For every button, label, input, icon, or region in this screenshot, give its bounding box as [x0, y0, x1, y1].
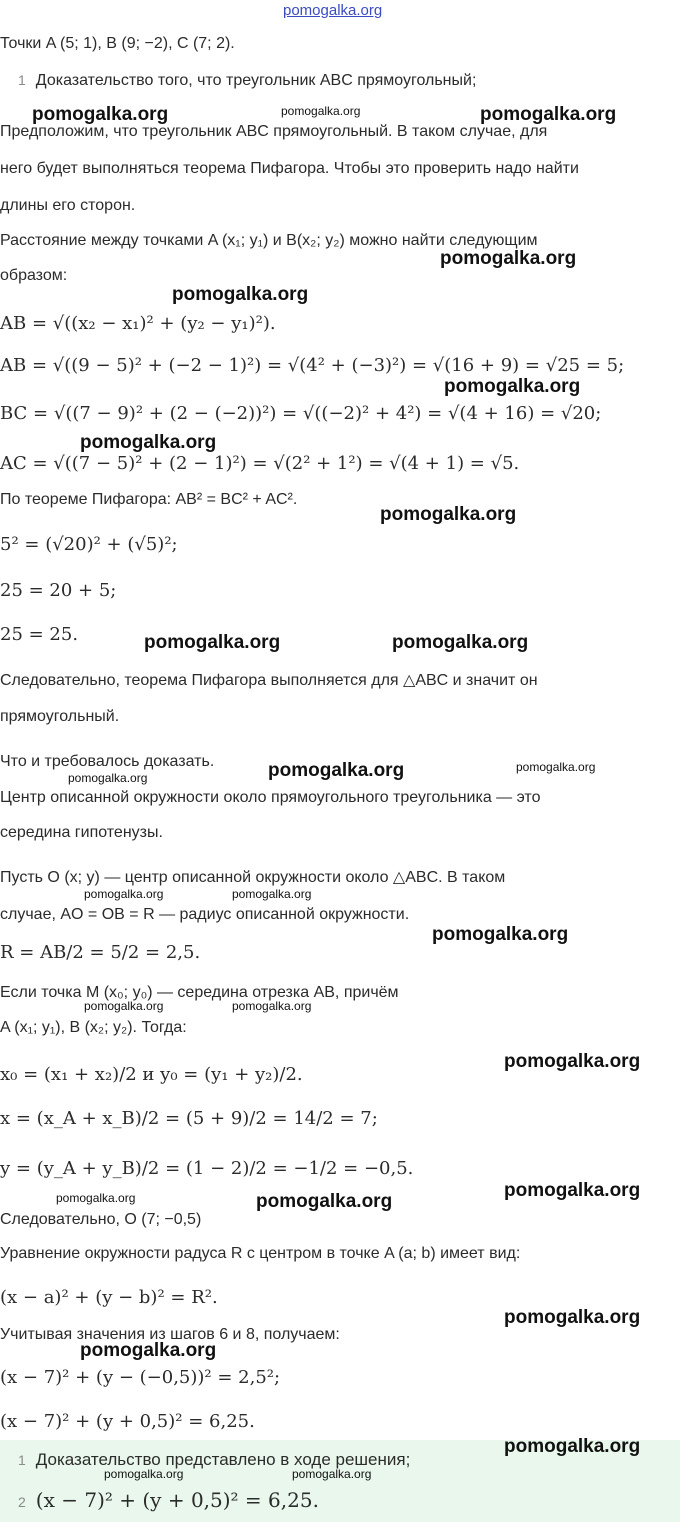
answer-item-2 — [18, 1490, 319, 1513]
formula-ab-general: AB = √((x₂ − x₁)² + (y₂ − y₁)²). — [0, 313, 276, 334]
formula-y: y = (y_A + y_B)/2 = (1 − 2)/2 = −1/2 = −0,5. — [0, 1158, 414, 1179]
substitution-line: Учитывая значения из шагов 6 и 8, получаем: — [0, 1326, 340, 1343]
paragraph-line: Расстояние между точками A (x₁; y₁) и B(x₂; y₂) можно найти следующим — [0, 232, 538, 249]
points-line: Точки A (5; 1), B (9; −2), C (7; 2). — [0, 35, 235, 52]
watermark: pomogalka.org — [104, 1467, 184, 1481]
conclusion-line: Что и требовалось доказать. — [0, 753, 215, 770]
watermark: pomogalka.org — [504, 1436, 641, 1457]
watermark: pomogalka.org — [440, 248, 577, 269]
formula-circle-1: (x − 7)² + (y − (−0,5))² = 2,5²; — [0, 1367, 281, 1388]
circle-center-line: Пусть O (x; y) — центр описанной окружности около △ABC. В таком — [0, 869, 506, 886]
watermark: pomogalka.org — [504, 1307, 641, 1328]
conclusion-line: Центр описанной окружности около прямоугольного треугольника — это — [0, 789, 541, 806]
formula-bc: BC = √((7 − 9)² + (2 − (−2))²) = √((−2)² + 4²) = √(4 + 16) = √20; — [0, 403, 602, 424]
watermark: pomogalka.org — [392, 632, 529, 653]
center-result-line: Следовательно, O (7; −0,5) — [0, 1211, 202, 1228]
header-watermark-link[interactable]: pomogalka.org — [283, 2, 383, 19]
formula-x: x = (x_A + x_B)/2 = (5 + 9)/2 = 14/2 = 7; — [0, 1108, 378, 1129]
watermark: pomogalka.org — [292, 1467, 372, 1481]
formula-ab: AB = √((9 − 5)² + (−2 − 1)²) = √(4² + (−3)²) = √(16 + 9) = √25 = 5; — [0, 355, 625, 376]
answer-formula: (x − 7)² + (y + 0,5)² = 6,25. — [35, 1488, 319, 1512]
watermark: pomogalka.org — [516, 760, 596, 774]
formula-circle-2: (x − 7)² + (y + 0,5)² = 6,25. — [0, 1411, 255, 1432]
watermark: pomogalka.org — [80, 1340, 217, 1361]
watermark: pomogalka.org — [432, 924, 569, 945]
watermark: pomogalka.org — [84, 887, 164, 901]
watermark: pomogalka.org — [80, 432, 217, 453]
watermark: pomogalka.org — [480, 104, 617, 125]
paragraph-line: Предположим, что треугольник ABC прямоугольный. В таком случае, для — [0, 123, 548, 140]
watermark: pomogalka.org — [84, 999, 164, 1013]
watermark: pomogalka.org — [444, 376, 581, 397]
watermark: pomogalka.org — [172, 284, 309, 305]
formula-midpoint: x₀ = (x₁ + x₂)/2 и y₀ = (y₁ + y₂)/2. — [0, 1064, 303, 1085]
watermark: pomogalka.org — [281, 104, 361, 118]
conclusion-line: середина гипотенузы. — [0, 824, 163, 841]
watermark: pomogalka.org — [256, 1191, 393, 1212]
task-text: Доказательство того, что треугольник ABC прямоугольный; — [35, 72, 477, 89]
watermark: pomogalka.org — [380, 504, 517, 525]
formula-circle-general: (x − a)² + (y − b)² = R². — [0, 1287, 218, 1308]
conclusion-line: прямоугольный. — [0, 708, 120, 725]
equation-3: 25 = 25. — [0, 624, 79, 645]
formula-radius: R = AB/2 = 5/2 = 2,5. — [0, 942, 201, 963]
conclusion-line: Следовательно, теорема Пифагора выполняется для △ABC и значит он — [0, 672, 538, 689]
answer-text: Доказательство представлено в ходе решения; — [35, 1450, 411, 1469]
watermark: pomogalka.org — [56, 1191, 136, 1205]
pythagoras-line: По теореме Пифагора: AB² = BC² + AC². — [0, 491, 298, 508]
answer-number: 2 — [18, 1494, 26, 1510]
watermark: pomogalka.org — [32, 104, 169, 125]
paragraph-line: него будет выполняться теорема Пифагора. Чтобы это проверить надо найти — [0, 160, 579, 177]
midpoint-line: A (x₁; y₁), B (x₂; y₂). Тогда: — [0, 1019, 187, 1036]
formula-ac: AC = √((7 − 5)² + (2 − 1)²) = √(2² + 1²) = √(4 + 1) = √5. — [0, 453, 520, 474]
watermark: pomogalka.org — [504, 1180, 641, 1201]
watermark: pomogalka.org — [232, 887, 312, 901]
watermark: pomogalka.org — [268, 760, 405, 781]
equation-1: 5² = (√20)² + (√5)²; — [0, 534, 178, 555]
equation-2: 25 = 20 + 5; — [0, 580, 117, 601]
paragraph-line: длины его сторон. — [0, 197, 136, 214]
task-item-1 — [18, 70, 476, 91]
watermark: pomogalka.org — [232, 999, 312, 1013]
answer-number: 1 — [18, 1452, 26, 1468]
watermark: pomogalka.org — [504, 1051, 641, 1072]
task-number: 1 — [18, 72, 26, 88]
watermark: pomogalka.org — [68, 771, 148, 785]
circle-equation-line: Уравнение окружности радуса R с центром в точке A (a; b) имеет вид: — [0, 1245, 521, 1262]
paragraph-line: образом: — [0, 267, 68, 284]
midpoint-line: Если точка M (x₀; y₀) — середина отрезка AB, причём — [0, 984, 399, 1001]
watermark: pomogalka.org — [144, 632, 281, 653]
radius-line: случае, AO = OB = R — радиус описанной окружности. — [0, 906, 410, 923]
